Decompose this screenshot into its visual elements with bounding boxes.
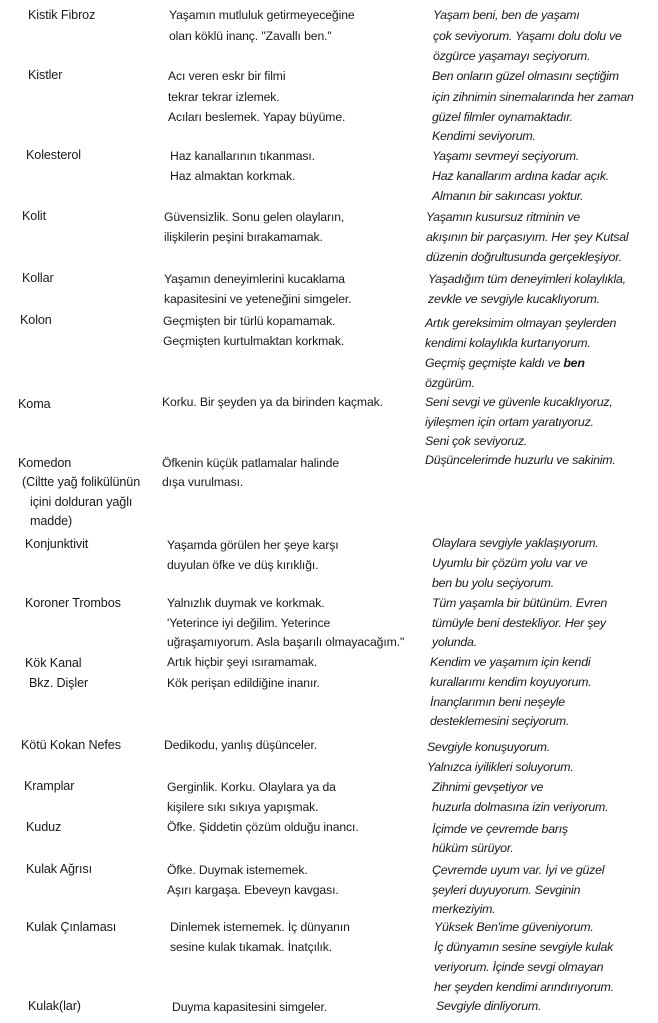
term: Koma [18,397,51,411]
cause-line: kapasitesini ve yeteneğini simgeler. [164,292,352,306]
cause-line: Dedikodu, yanlış düşünceler. [164,738,318,752]
affirmation-line: Sevgiyle konuşuyorum. [427,740,550,754]
term-note: içini dolduran yağlı [30,495,133,509]
term: Kök Kanal [25,656,82,670]
term-note: (Ciltte yağ folikülünün [22,475,141,489]
affirmation-line: Kendimi seviyorum. [432,129,536,143]
term: Kötü Kokan Nefes [21,738,121,752]
cause-line: dışa vurulması. [162,475,244,489]
cause-line: duyulan öfke ve düş kırıklığı. [167,558,319,572]
cause-line: tekrar tekrar izlemek. [168,90,280,104]
term-note: madde) [30,514,73,528]
affirmation-line: kurallarımı kendim koyuyorum. [430,675,592,689]
affirmation-line: Almanın bir sakıncası yoktur. [432,189,584,203]
affirmation-line: Ben onların güzel olmasını seçtiğim [432,69,619,83]
term: Kistler [28,68,63,82]
cause-line: olan köklü inanç. "Zavallı ben." [169,29,332,43]
cause-line: Geçmişten bir türlü kopamamak. [163,314,336,328]
emphasis-text: ben [563,356,585,370]
affirmation-line: Yalnızca iyilikleri soluyorum. [427,760,574,774]
affirmation-line: Yaşamı sevmeyi seçiyorum. [432,149,580,163]
affirmation-line: Çevremde uyum var. İyi ve güzel [432,863,605,877]
cause-line: Öfke. Şiddetin çözüm olduğu inancı. [167,820,359,834]
affirmation-line: yolunda. [432,635,477,649]
affirmation-line: Yüksek Ben'ime güveniyorum. [434,920,594,934]
cause-line: Güvensizlik. Sonu gelen olayların, [164,210,345,224]
term: Kistik Fibroz [28,8,96,22]
affirmation-line: Haz kanallarım ardına kadar açık. [432,169,610,183]
cause-line: Dinlemek istememek. İç dünyanın [170,920,350,934]
affirmation-line: Düşüncelerimde huzurlu ve sakinim. [425,453,616,467]
term: Kolesterol [26,148,82,162]
cause-line: uğraşamıyorum. Asla başarılı olmayacağım." [167,635,405,649]
term: Kolon [20,313,52,327]
cause-line: Geçmişten kurtulmaktan korkmak. [163,334,345,348]
cause-line: Yaşamın mutluluk getirmeyeceğine [169,8,355,22]
affirmation-line: Artık gereksimim olmayan şeylerden [425,316,617,330]
affirmation-line [425,353,585,373]
cause-line: Gerginlik. Korku. Olaylara ya da [167,780,336,794]
term: Kollar [22,271,54,285]
term: Koroner Trombos [25,596,121,610]
affirmation-line: Yaşamın kusursuz ritminin ve [426,210,580,224]
cause-line: ilişkilerin peşini bırakamamak. [164,230,323,244]
affirmation-line: özgürüm. [425,376,475,390]
affirmation-line: hüküm sürüyor. [432,841,514,855]
affirmation-line: zevkle ve sevgiyle kucaklıyorum. [428,292,600,306]
affirmation-line: iyileşmen için ortam yaratıyoruz. [425,415,594,429]
term: Kulak Çınlaması [26,920,117,934]
cause-line: Korku. Bir şeyden ya da birinden kaçmak. [162,395,383,409]
term: Kolit [22,209,46,223]
affirmation-line: huzurla dolmasına izin veriyorum. [432,800,609,814]
cause-line: Yaşamda görülen her şeye karşı [167,538,339,552]
cause-line: Yaşamın deneyimlerini kucaklama [164,272,345,286]
affirmation-line: şeyleri duyuyorum. Sevginin [432,883,581,897]
affirmation-text: Geçmiş geçmişte kaldı ve [425,356,564,370]
affirmation-line: Tüm yaşamla bir bütünüm. Evren [432,596,607,610]
affirmation-line: özgürce yaşamayı seçiyorum. [433,49,591,63]
term: Kulak(lar) [28,999,81,1013]
affirmation-line: Yaşam beni, ben de yaşamı [433,8,580,22]
cause-line: Acıları beslemek. Yapay büyüme. [168,110,346,124]
affirmation-line: çok seviyorum. Yaşamı dolu dolu ve [433,29,622,43]
term: Kuduz [26,820,62,834]
term-note: Bkz. Dişler [29,676,89,690]
affirmation-line: Zihnimi gevşetiyor ve [432,780,544,794]
affirmation-line: ben bu yolu seçiyorum. [432,576,554,590]
affirmation-line: akışının bir parçasıyım. Her şey Kutsal [426,230,629,244]
affirmation-line: Uyumlu bir çözüm yolu var ve [432,556,588,570]
cause-line: 'Yeterince iyi değilim. Yeterince [167,616,331,630]
cause-line: Artık hiçbir şeyi ısıramamak. [167,655,318,669]
cause-line: sesine kulak tıkamak. İnatçılık. [170,940,333,954]
term: Kulak Ağrısı [26,862,92,876]
affirmation-line: güzel filmler oynamaktadır. [432,110,573,124]
affirmation-line: tümüyle beni destekliyor. Her şey [432,616,606,630]
affirmation-line: düzenin doğrultusunda gerçekleşiyor. [426,250,622,264]
affirmation-line: Sevgiyle dinliyorum. [436,999,542,1013]
cause-line: Acı veren eskr bir filmi [168,69,286,83]
cause-line: Haz kanallarının tıkanması. [170,149,315,163]
affirmation-line: merkeziyim. [432,902,496,916]
affirmation-line: İçimde ve çevremde barış [432,822,568,836]
affirmation-line: her şeyden kendimi arındırıyorum. [434,980,614,994]
cause-line: Aşırı kargaşa. Ebeveyn kavgası. [167,883,339,897]
cause-line: Öfkenin küçük patlamalar halinde [162,456,340,470]
affirmation-line: Seni sevgi ve güvenle kucaklıyoruz, [425,395,613,409]
affirmation-line: Kendim ve yaşamım için kendi [430,655,591,669]
affirmation-line: için zihnimin sinemalarında her zaman [432,90,634,104]
affirmation-line: İç dünyamın sesine sevgiyle kulak [434,940,614,954]
cause-line: Öfke. Duymak istememek. [167,863,308,877]
cause-line: Yalnızlık duymak ve korkmak. [167,596,325,610]
affirmation-line: Yaşadığım tüm deneyimleri kolaylıkla, [428,272,626,286]
affirmation-line: Olaylara sevgiyle yaklaşıyorum. [432,536,599,550]
term: Komedon [18,456,72,470]
affirmation-line: desteklemesini seçiyorum. [430,714,570,728]
cause-line: Kök perişan edildiğine inanır. [167,676,320,690]
cause-line: Duyma kapasitesini simgeler. [172,1000,328,1014]
affirmation-line: İnançlarımın beni neşeyle [430,695,565,709]
cause-line: Haz almaktan korkmak. [170,169,296,183]
affirmation-line: veriyorum. İçinde sevgi olmayan [434,960,604,974]
term: Konjunktivit [25,537,89,551]
term: Kramplar [24,779,75,793]
affirmation-line: Seni çok seviyoruz. [425,434,527,448]
affirmation-line: kendimi kolaylıkla kurtarıyorum. [425,336,591,350]
cause-line: kişilere sıkı sıkıya yapışmak. [167,800,319,814]
